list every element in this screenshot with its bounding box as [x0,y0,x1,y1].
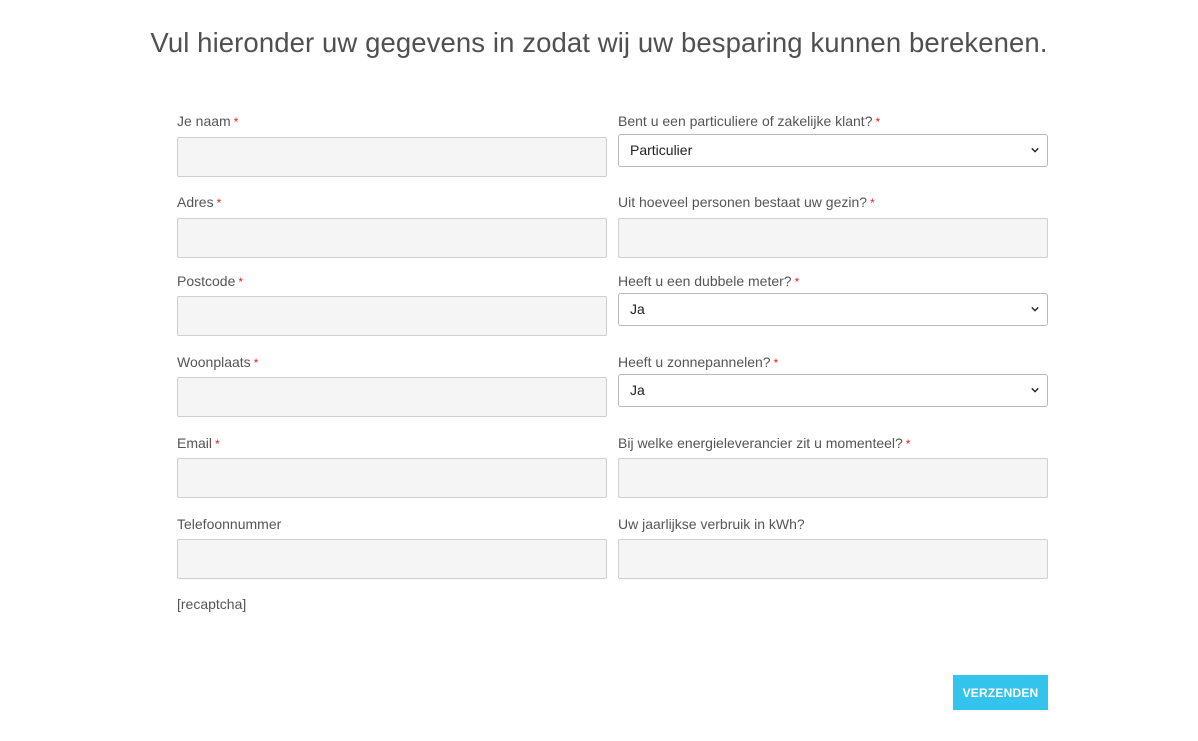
annual-usage-label: Uw jaarlijkse verbruik in kWh? [618,516,805,532]
address-label: Adres * [177,194,222,210]
energy-supplier-field-group [618,434,1048,452]
household-size-field-group [618,193,1048,211]
double-meter-select[interactable] [618,293,1048,326]
chevron-down-icon [1031,386,1039,394]
recaptcha-placeholder: [recaptcha] [177,596,247,612]
city-field-group [177,353,607,371]
page-title: Vul hieronder uw gegevens in zodat wij uw besparing kunnen berekenen. [150,27,1048,58]
energy-supplier-input[interactable] [618,458,1048,498]
address-input[interactable] [177,218,607,258]
name-label: Je naam * [177,113,239,129]
solar-panels-select[interactable] [618,374,1048,407]
city-input[interactable] [177,377,607,417]
required-marker: * [215,437,220,451]
email-label: Email * [177,435,220,451]
household-size-input[interactable] [618,218,1048,258]
double-meter-label: Heeft u een dubbele meter? * [618,273,800,289]
required-marker: * [238,275,244,289]
household-size-label: Uit hoeveel personen bestaat uw gezin? * [618,194,875,210]
phone-input[interactable] [177,539,607,579]
required-marker: * [870,196,875,210]
required-marker: * [794,275,800,289]
required-marker: * [875,115,881,129]
email-field-group [177,434,607,452]
chevron-down-icon [1031,146,1039,154]
address-field-group [177,193,607,211]
customer-type-field-group [618,112,1048,158]
annual-usage-field-group [618,515,1048,533]
name-field-group [177,112,607,130]
required-marker: * [253,356,259,370]
solar-panels-field-group [618,353,1048,398]
customer-type-select[interactable] [618,134,1048,167]
required-marker: * [773,356,779,370]
customer-type-selected-value: Particulier [630,142,693,158]
annual-usage-input[interactable] [618,539,1048,579]
city-label: Woonplaats * [177,354,259,370]
postcode-field-group [177,272,607,290]
required-marker: * [216,196,222,210]
solar-panels-label: Heeft u zonnepannelen? * [618,354,779,370]
energy-supplier-label: Bij welke energieleverancier zit u momenteel? * [618,435,911,451]
double-meter-selected-value: Ja [630,301,645,317]
postcode-label: Postcode * [177,273,244,289]
solar-panels-selected-value: Ja [630,382,645,398]
postcode-input[interactable] [177,296,607,336]
double-meter-field-group [618,272,1048,317]
email-input[interactable] [177,458,607,498]
phone-label: Telefoonnummer [177,516,282,532]
phone-field-group [177,515,607,533]
required-marker: * [233,115,239,129]
submit-button[interactable]: VERZENDEN [953,675,1048,710]
required-marker: * [905,437,911,451]
chevron-down-icon [1031,305,1039,313]
name-input[interactable] [177,137,607,177]
customer-type-label: Bent u een particuliere of zakelijke klant? * [618,113,881,129]
